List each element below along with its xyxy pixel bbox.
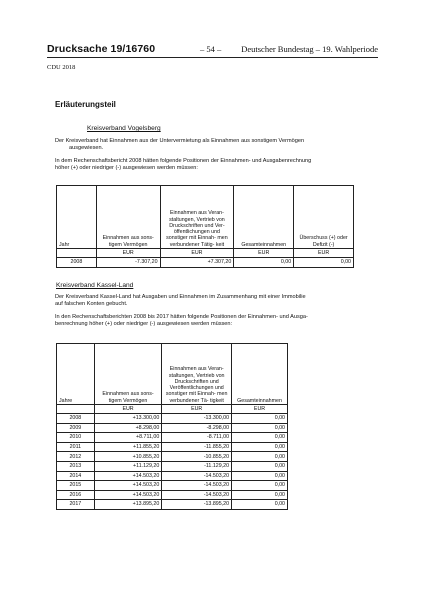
unit-row	[57, 405, 288, 414]
cell-value: +7.307,20	[160, 258, 234, 268]
unit-cell: EUR	[234, 249, 294, 258]
party-year: CDU 2018	[47, 64, 76, 71]
cell-year: 2011	[57, 442, 95, 452]
table-row	[57, 461, 288, 471]
unit-cell: EUR	[160, 249, 234, 258]
kassel-p2-line2: benrechnung höher (+) oder niedriger (-) ausgewiesen werden müssen:	[55, 321, 233, 328]
cell-value: +8.298,00	[94, 423, 162, 433]
kassel-paragraph-1	[55, 294, 355, 309]
section-title: Erläuterungsteil	[55, 100, 116, 109]
cell-value: -8.298,00	[162, 423, 232, 433]
vogelsberg-p1-line2: ausgewiesen.	[69, 145, 104, 152]
cell-value: +10.855,20	[94, 452, 162, 462]
cell-value: -14.503,20	[162, 490, 232, 500]
cell-value: +8.711,00	[94, 433, 162, 443]
table-row	[57, 423, 288, 433]
cell-value: +11.129,20	[94, 461, 162, 471]
cell-value: +14.503,20	[94, 481, 162, 491]
kassel-p1-line1: Der Kreisverband Kassel-Land hat Ausgaben und Einnahmen im Zusammenhang mit einer Immobilie	[55, 294, 306, 300]
header-col4: Überschuss (+) oder Defizit (-)	[294, 186, 354, 249]
table-row	[57, 471, 288, 481]
table-row	[57, 433, 288, 443]
unit-cell: EUR	[96, 249, 160, 258]
header-col2: Einnahmen aus Veran- staltungen, Vertrieb von Druckschriften und Ver- öffentlichungen und sonstiger mit Einnah- men verbundener Tätig- keit	[160, 186, 234, 249]
vogelsberg-paragraph-1	[55, 138, 355, 153]
table-row	[57, 490, 288, 500]
cell-value: -14.503,20	[162, 481, 232, 491]
vogelsberg-p1-line1: Der Kreisverband hat Einnahmen aus der Untervermietung als Einnahmen aus sonstigem Vermögen	[55, 138, 305, 144]
header-rule	[47, 57, 378, 58]
cell-value: 0,00	[234, 258, 294, 268]
kassel-heading: Kreisverband Kassel-Land	[56, 282, 134, 289]
cell-value: 0,00	[294, 258, 354, 268]
cell-value: 0,00	[232, 442, 288, 452]
drucksache-prefix: Drucksache 19/	[47, 43, 126, 55]
kassel-table	[56, 343, 288, 510]
table-row	[57, 500, 288, 510]
cell-value: -11.855,20	[162, 442, 232, 452]
cell-value: -10.855,20	[162, 452, 232, 462]
cell-year: 2010	[57, 433, 95, 443]
publisher: Deutscher Bundestag – 19. Wahlperiode	[241, 44, 378, 54]
unit-row	[57, 249, 354, 258]
table-header-row	[57, 344, 288, 405]
cell-year: 2012	[57, 452, 95, 462]
header-col1: Einnahmen aus sons- tigem Vermögen	[96, 186, 160, 249]
table-row	[57, 442, 288, 452]
cell-year: 2009	[57, 423, 95, 433]
unit-cell: EUR	[294, 249, 354, 258]
cell-value: 0,00	[232, 461, 288, 471]
cell-value: 0,00	[232, 500, 288, 510]
unit-cell: EUR	[162, 405, 232, 414]
cell-year: 2008	[57, 414, 95, 424]
cell-value: +13.895,20	[94, 500, 162, 510]
vogelsberg-p2-line2: höher (+) oder niedriger (-) ausgewiesen werden müssen:	[55, 165, 198, 172]
cell-year: 2015	[57, 481, 95, 491]
table-row	[57, 481, 288, 491]
cell-value: +14.503,20	[94, 490, 162, 500]
cell-value: 0,00	[232, 490, 288, 500]
cell-value: 0,00	[232, 414, 288, 424]
cell-value: +13.300,00	[94, 414, 162, 424]
table-row	[57, 414, 288, 424]
table-header-row	[57, 186, 354, 249]
cell-value: +14.503,20	[94, 471, 162, 481]
cell-year: 2017	[57, 500, 95, 510]
cell-value: -7.307,20	[96, 258, 160, 268]
drucksache-label	[47, 43, 155, 55]
vogelsberg-p2-line1: In dem Rechenschaftsbericht 2008 hätten folgende Positionen der Einnahmen- und Ausgabenrechnung	[55, 158, 312, 164]
unit-year	[57, 405, 95, 414]
cell-value: -8.711,00	[162, 433, 232, 443]
cell-year: 2016	[57, 490, 95, 500]
cell-value: 0,00	[232, 452, 288, 462]
kassel-paragraph-2	[55, 314, 355, 329]
cell-value: 0,00	[232, 481, 288, 491]
cell-value: 0,00	[232, 433, 288, 443]
kassel-p2-line1: In den Rechenschaftsberichten 2008 bis 2017 hätten folgende Positionen der Einnahmen- und Ausga-	[55, 314, 308, 320]
cell-year: 2008	[57, 258, 97, 268]
running-header	[47, 43, 378, 57]
table-row	[57, 452, 288, 462]
cell-value: +11.855,20	[94, 442, 162, 452]
cell-value: -13.300,00	[162, 414, 232, 424]
header-year: Jahr	[57, 186, 97, 249]
cell-value: -11.129,20	[162, 461, 232, 471]
header-col3: Gesamteinnahmen	[232, 344, 288, 405]
cell-value: -13.895,20	[162, 500, 232, 510]
cell-year: 2013	[57, 461, 95, 471]
cell-value: 0,00	[232, 423, 288, 433]
table-row	[57, 258, 354, 268]
header-col1: Einnahmen aus sons- tigem Vermögen	[94, 344, 162, 405]
unit-cell: EUR	[94, 405, 162, 414]
vogelsberg-heading: Kreisverband Vogelsberg	[87, 125, 161, 132]
kassel-p1-line2: auf falschen Konten gebucht.	[55, 301, 128, 308]
header-col3: Gesamteinnahmen	[234, 186, 294, 249]
unit-cell: EUR	[232, 405, 288, 414]
drucksache-number: 16760	[125, 43, 156, 55]
vogelsberg-paragraph-2	[55, 158, 355, 173]
unit-year	[57, 249, 97, 258]
cell-year: 2014	[57, 471, 95, 481]
cell-value: 0,00	[232, 471, 288, 481]
vogelsberg-table	[56, 185, 354, 268]
header-col2: Einnahmen aus Veran- staltungen, Vertrieb von Druckschriften und Veröffentlichungen und sonstiger mit Einnah- men verbundener Tä- tigkeit	[162, 344, 232, 405]
page-number: – 54 –	[200, 44, 222, 54]
header-year: Jahre	[57, 344, 95, 405]
cell-value: -14.503,20	[162, 471, 232, 481]
